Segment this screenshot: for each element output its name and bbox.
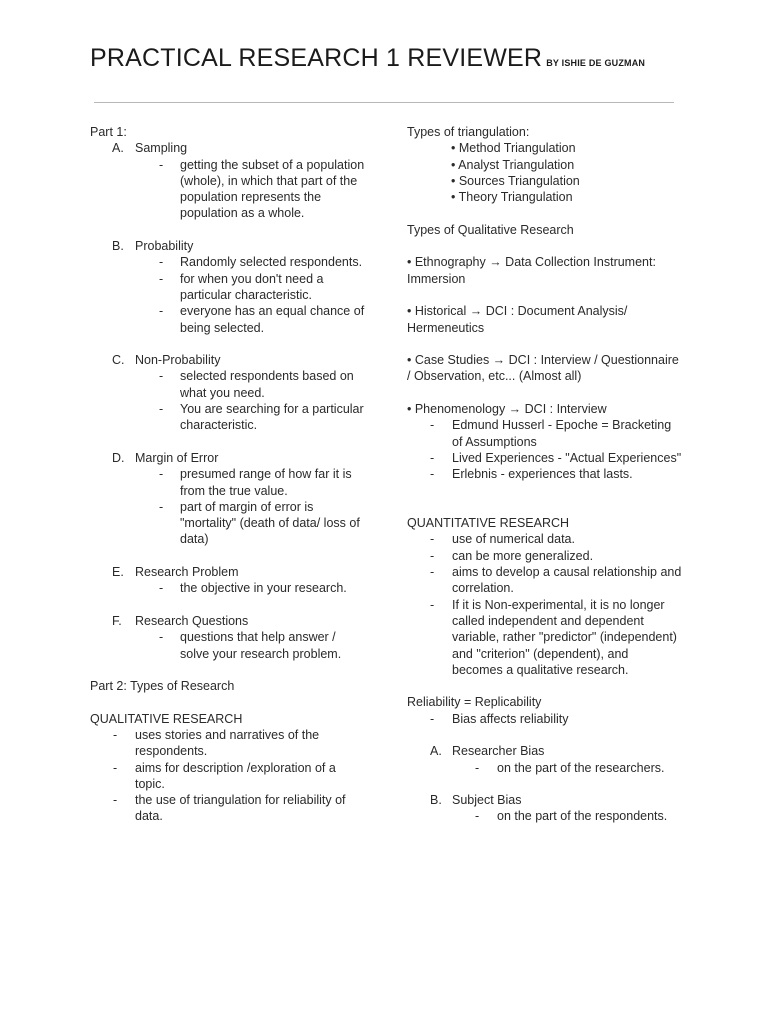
bullet-text: getting the subset of a population (whole), in which that part of the population represents the population as a whole. [180, 157, 365, 221]
bullet-text: questions that help answer / solve your research problem. [180, 630, 342, 661]
dash-marker: - [113, 793, 118, 808]
item-marker: E. [112, 565, 124, 580]
document-title [90, 44, 645, 73]
dash-marker: - [159, 271, 164, 286]
bullet-text: aims for description /exploration of a topic. [135, 760, 336, 791]
bullet-text: uses stories and narratives of the respondents. [135, 727, 320, 759]
dash-marker: - [159, 467, 164, 482]
dash-marker: - [159, 499, 164, 514]
item-label: Subject Bias [452, 793, 522, 808]
dash-marker: - [430, 711, 435, 726]
dash-marker: - [430, 532, 435, 547]
bullet [90, 629, 365, 662]
item-label: Research Problem [135, 565, 239, 580]
bullet-text: the use of triangulation for reliability of data. [135, 793, 346, 824]
item-label: Probability [135, 239, 194, 254]
bullet-text: aims to develop a causal relationship and correlation. [452, 565, 682, 596]
bullet [407, 597, 682, 678]
item-research-questions [90, 613, 365, 629]
bullet-text: selected respondents based on what you need. [180, 369, 354, 400]
item-sampling [90, 140, 365, 156]
bullet-text: Bias affects reliability [452, 711, 569, 726]
dash-marker: - [159, 581, 164, 596]
bullet [90, 580, 365, 596]
bullet [90, 760, 365, 793]
dash-marker: - [159, 369, 164, 384]
bullet-text: Edmund Husserl - Epoche = Bracketing of Assumptions [452, 418, 672, 449]
qualitative-heading: QUALITATIVE RESEARCH [90, 711, 243, 726]
item-non-probability [90, 352, 365, 368]
bullet [407, 548, 682, 564]
bullet [90, 792, 365, 825]
dash-marker: - [159, 304, 164, 319]
item-probability [90, 238, 365, 254]
bullet [90, 271, 365, 304]
item-marker: D. [112, 450, 125, 465]
historical-entry: • Historical → DCI : Document Analysis/ Hermeneutics [407, 304, 628, 335]
bullet [90, 401, 365, 434]
bullet-text: everyone has an equal chance of being selected. [180, 304, 365, 335]
dash-marker: - [113, 760, 118, 775]
triangulation-item: • Method Triangulation [451, 141, 576, 156]
bullet [407, 564, 682, 597]
item-margin-of-error [90, 450, 365, 466]
title-main: PRACTICAL RESEARCH 1 REVIEWER [90, 44, 543, 72]
bullet [407, 466, 682, 482]
bullet [407, 808, 682, 824]
dash-marker: - [430, 450, 435, 465]
item-label: Sampling [135, 141, 188, 156]
phenomenology-entry: • Phenomenology → DCI : Interview [407, 402, 607, 417]
bullet [90, 368, 365, 401]
bullet [90, 254, 365, 270]
ethnography-entry: • Ethnography → Data Collection Instrument: Immersion [407, 255, 656, 286]
dash-marker: - [430, 597, 435, 612]
dash-marker: - [430, 418, 435, 433]
bullet [407, 531, 682, 547]
triangulation-item: • Theory Triangulation [451, 190, 573, 205]
bullet-text: use of numerical data. [452, 532, 575, 547]
title-author: BY ISHIE DE GUZMAN [546, 58, 646, 68]
dash-marker: - [430, 565, 435, 580]
bullet [407, 760, 682, 776]
item-marker: A. [430, 744, 442, 759]
bullet [90, 303, 365, 336]
part2-heading: Part 2: Types of Research [90, 679, 235, 694]
item-marker: B. [112, 239, 124, 254]
left-column [90, 124, 365, 825]
bullet-text: presumed range of how far it is from the true value. [180, 467, 352, 498]
item-marker: C. [112, 353, 125, 368]
bullet-text: can be more generalized. [452, 548, 594, 563]
item-label: Margin of Error [135, 450, 219, 465]
dash-marker: - [475, 760, 480, 775]
item-marker: F. [112, 613, 122, 628]
dash-marker: - [430, 467, 435, 482]
dash-marker: - [475, 809, 480, 824]
bullet-text: You are searching for a particular characteristic. [180, 402, 364, 433]
bullet-text: Randomly selected respondents. [180, 255, 363, 270]
case-studies-entry: • Case Studies → DCI : Interview / Questionnaire / Observation, etc... (Almost all) [407, 353, 679, 384]
bullet-text: on the part of the researchers. [497, 760, 665, 775]
triangulation-item: • Analyst Triangulation [451, 157, 575, 172]
bullet-text: for when you don't need a particular characteristic. [180, 271, 324, 302]
bullet [407, 450, 682, 466]
dash-marker: - [159, 402, 164, 417]
bullet [90, 727, 365, 760]
part1-heading: Part 1: [90, 125, 127, 139]
item-subject-bias [407, 792, 682, 808]
dash-marker: - [159, 157, 164, 172]
item-marker: B. [430, 793, 442, 808]
bullet-text: Erlebnis - experiences that lasts. [452, 467, 633, 482]
bullet-text: the objective in your research. [180, 581, 347, 596]
triangulation-item: • Sources Triangulation [451, 173, 580, 188]
item-research-problem [90, 564, 365, 580]
bullet-text: on the part of the respondents. [497, 809, 668, 824]
item-researcher-bias [407, 743, 682, 759]
reliability-heading: Reliability = Replicability [407, 695, 542, 710]
item-label: Non-Probability [135, 353, 221, 368]
dash-marker: - [159, 255, 164, 270]
dash-marker: - [430, 548, 435, 563]
quantitative-heading: QUANTITATIVE RESEARCH [407, 516, 570, 531]
title-divider [94, 102, 674, 103]
bullet [90, 157, 365, 222]
triangulation-heading: Types of triangulation: [407, 125, 530, 139]
bullet-text: part of margin of error is "mortality" (death of data/ loss of data) [180, 499, 360, 547]
qualitative-types-heading: Types of Qualitative Research [407, 222, 574, 237]
item-label: Researcher Bias [452, 744, 545, 759]
dash-marker: - [113, 727, 118, 742]
bullet [407, 711, 682, 727]
dash-marker: - [159, 630, 164, 645]
item-marker: A. [112, 141, 124, 156]
bullet [407, 417, 682, 450]
item-label: Research Questions [135, 613, 249, 628]
bullet-text: If it is Non-experimental, it is no longer called independent and dependent variable, rather "predictor" (independent) and "criterion" (dependent), and becomes a qualitative research. [452, 597, 677, 677]
bullet [90, 499, 365, 548]
bullet-text: Lived Experiences - "Actual Experiences" [452, 450, 682, 465]
right-column [407, 124, 682, 825]
bullet [90, 466, 365, 499]
